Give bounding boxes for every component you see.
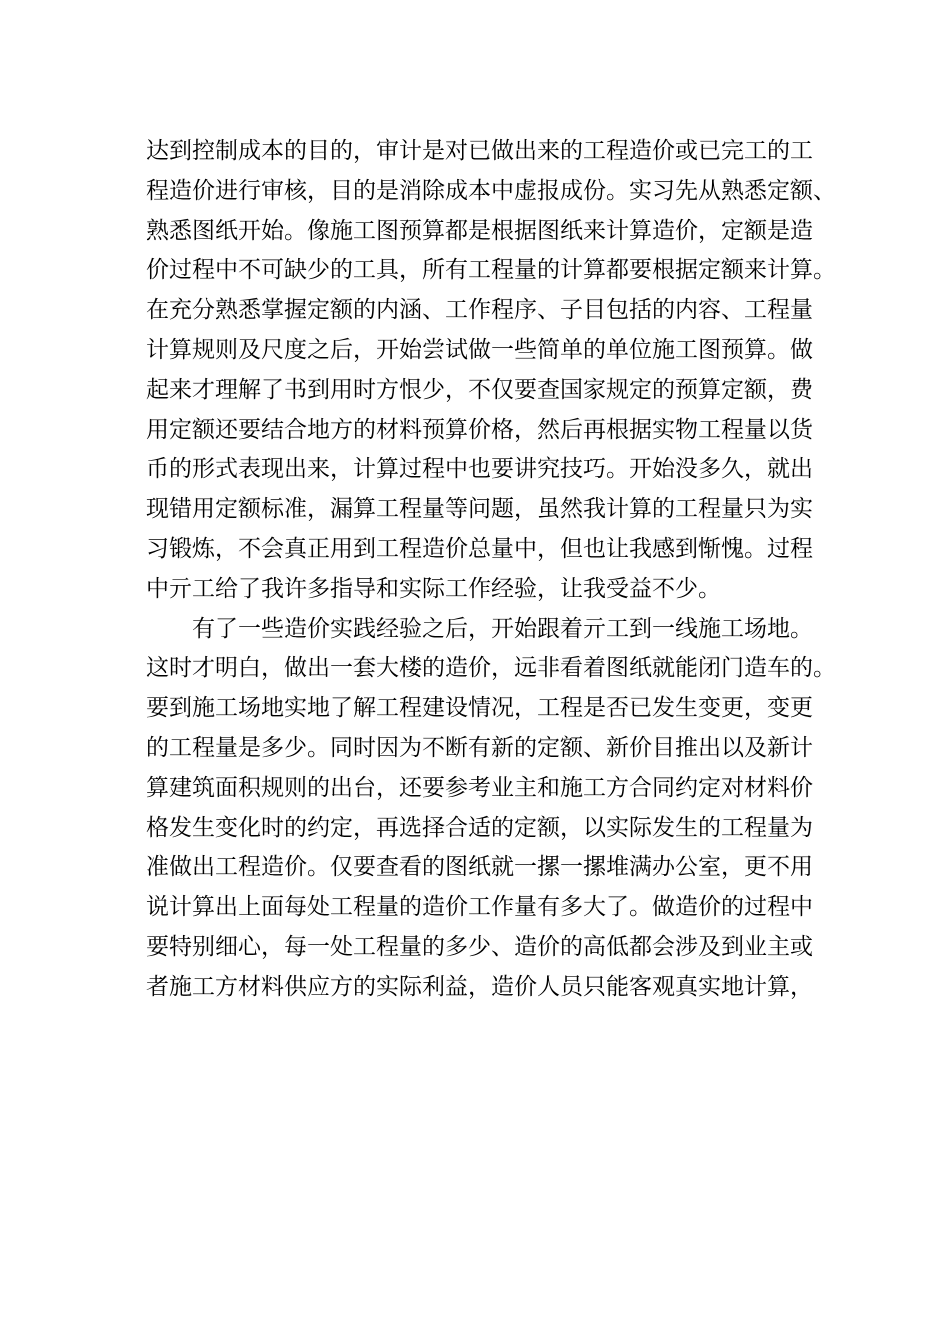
body-text: [146, 132, 836, 1008]
text-line: 说计算出上面每处工程量的造价工作量有多大了。做造价的过程中: [146, 894, 813, 921]
text-line: 准做出工程造价。仅要查看的图纸就一摞一摞堆满办公室，更不用: [146, 854, 813, 881]
paragraph-first-line: 有了一些造价实践经验之后，开始跟着亓工到一线施工场地。: [192, 615, 813, 642]
text-line: 的工程量是多少。同时因为不断有新的定额、新价目推出以及新计: [146, 734, 813, 761]
text-line: 中亓工给了我许多指导和实际工作经验，让我受益不少。: [146, 575, 721, 602]
text-line: 算建筑面积规则的出台，还要参考业主和施工方合同约定对材料价: [146, 774, 813, 801]
text-line: 用定额还要结合地方的材料预算价格，然后再根据实物工程量以货: [146, 416, 813, 443]
text-line: 达到控制成本的目的，审计是对已做出来的工程造价或已完工的工: [146, 138, 813, 164]
text-line: 现错用定额标准，漏算工程量等问题，虽然我计算的工程量只为实: [146, 496, 813, 523]
text-line: 格发生变化时的约定，再选择合适的定额，以实际发生的工程量为: [146, 814, 813, 841]
text-line: 程造价进行审核，目的是消除成本中虚报成份。实习先从熟悉定额、: [146, 177, 836, 204]
text-line: 熟悉图纸开始。像施工图预算都是根据图纸来计算造价，定额是造: [146, 217, 813, 244]
text-line: 在充分熟悉掌握定额的内涵、工作程序、子目包括的内容、工程量: [146, 297, 813, 324]
text-line: 要到施工场地实地了解工程建设情况，工程是否已发生变更，变更: [146, 695, 813, 722]
text-line: 价过程中不可缺少的工具，所有工程量的计算都要根据定额来计算。: [146, 257, 836, 284]
text-line: 者施工方材料供应方的实际利益，造价人员只能客观真实地计算，: [146, 973, 813, 1000]
text-line: 这时才明白，做出一套大楼的造价，远非看着图纸就能闭门造车的。: [146, 655, 836, 682]
text-line: 习锻炼，不会真正用到工程造价总量中，但也让我感到惭愧。过程: [146, 535, 813, 562]
text-line: 起来才理解了书到用时方恨少，不仅要查国家规定的预算定额，费: [146, 376, 813, 403]
text-line: 要特别细心，每一处工程量的多少、造价的高低都会涉及到业主或: [146, 933, 813, 960]
text-line: 计算规则及尺度之后，开始尝试做一些简单的单位施工图预算。做: [146, 336, 813, 363]
text-line: 币的形式表现出来，计算过程中也要讲究技巧。开始没多久，就出: [146, 456, 813, 483]
